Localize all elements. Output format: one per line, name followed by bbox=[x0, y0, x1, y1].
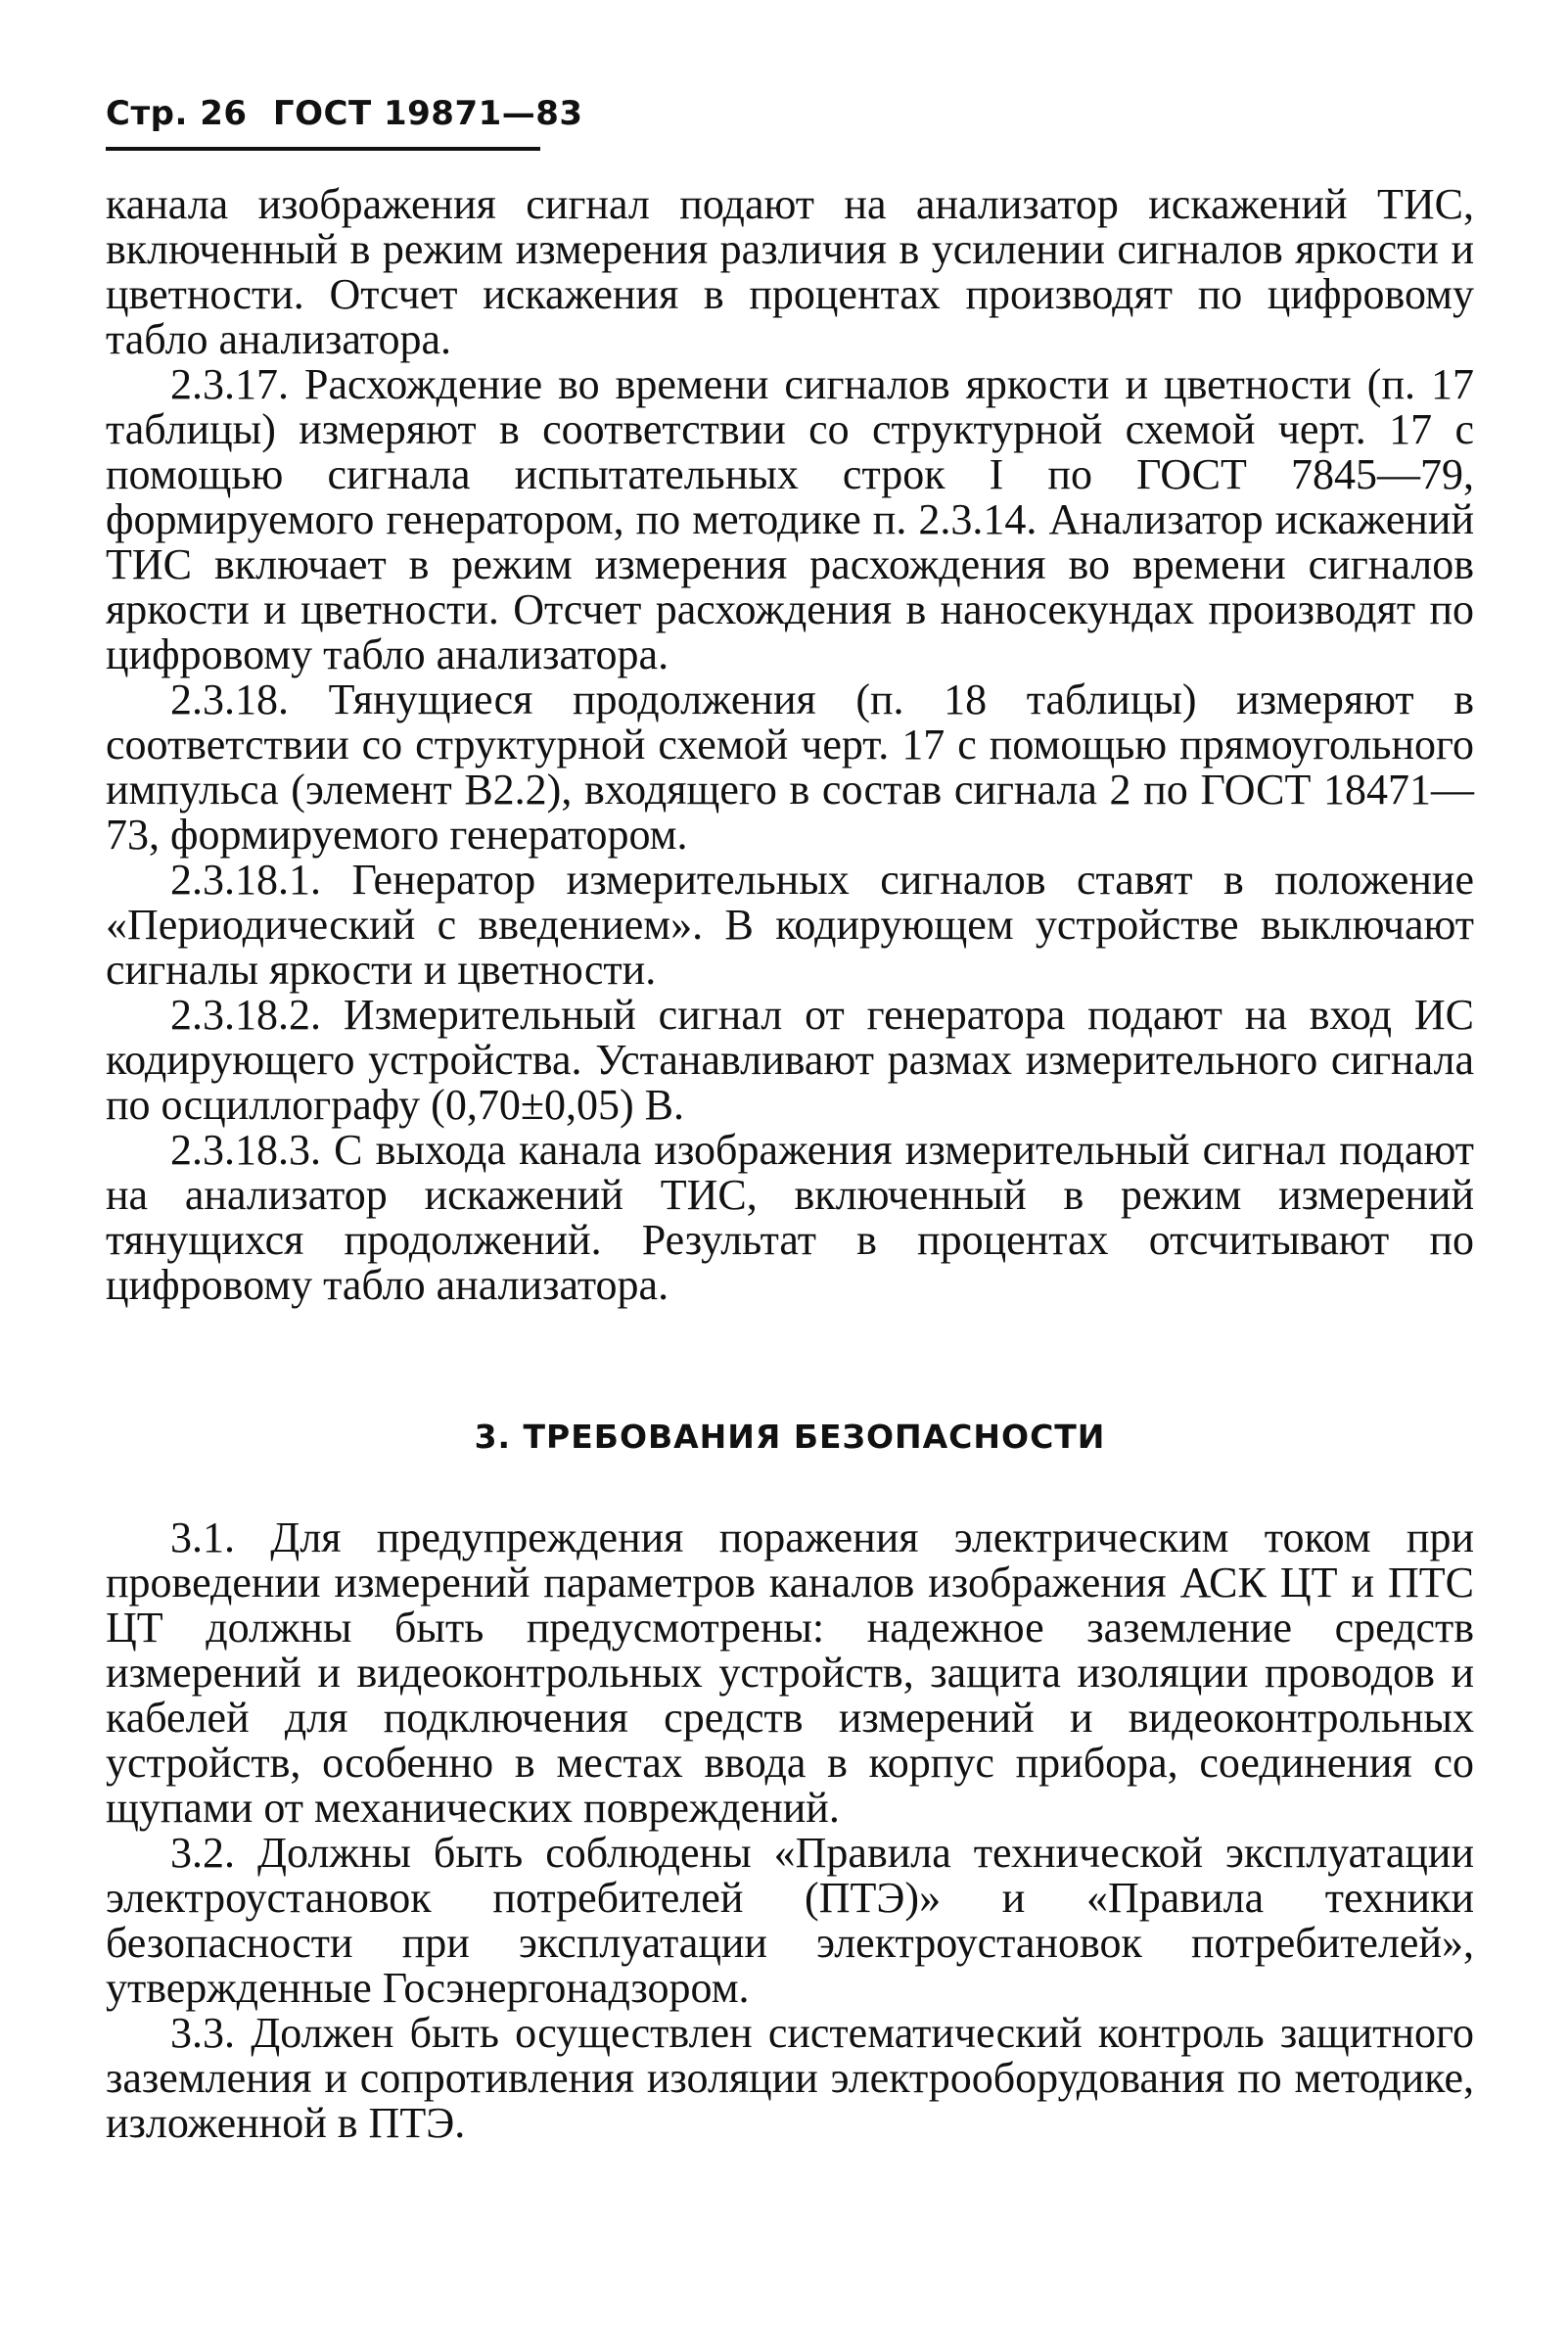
document-code: ГОСТ 19871—83 bbox=[272, 94, 583, 133]
paragraph-3-2: 3.2. Должны быть соблюдены «Правила технической эксплуатации электроустановок потребителей (ПТЭ)» и «Правила техники безопасности при эксплуатации электроустановок потребителей», утвержденные Госэнергонадзором. bbox=[106, 1829, 1474, 2012]
paragraph-3-1: 3.1. Для предупреждения поражения электрическим током при проведении измерений параметров каналов изображения АСК ЦТ и ПТС ЦТ должны быть предусмотрены: надежное заземление средств измерений и видеоконтрольных устройств, защита изоляции проводов и кабелей для подключения средств измерений и видеоконтрольных устройств, особенно в местах ввода в корпус прибора, соединения со щупами от механических повреждений. bbox=[106, 1513, 1474, 1832]
paragraph-2-3-17: 2.3.17. Расхождение во времени сигналов яркости и цветности (п. 17 таблицы) измеряют в соответствии со структурной схемой черт. 17 с помощью сигнала испытательных строк I по ГОСТ 7845—79, формируемого генератором, по методике п. 2.3.14. Анализатор искажений ТИС включает в режим измерения расхождения во времени сигналов яркости и цветности. Отсчет расхождения в наносекундах производят по цифровому табло анализатора. bbox=[106, 360, 1474, 678]
page-number: Стр. 26 bbox=[106, 94, 248, 133]
header-rule bbox=[106, 147, 540, 151]
paragraph-2-3-18: 2.3.18. Тянущиеся продолжения (п. 18 таблицы) измеряют в соответствии со структурной схемой черт. 17 с помощью прямоугольного импульса (элемент В2.2), входящего в состав сигнала 2 по ГОСТ 18471—73, формируемого генератором. bbox=[106, 675, 1474, 859]
section-2-continuation bbox=[106, 182, 1474, 1308]
page-header bbox=[106, 94, 583, 133]
paragraph-3-3: 3.3. Должен быть осуществлен систематический контроль защитного заземления и сопротивления изоляции электрооборудования по методике, изложенной в ПТЭ. bbox=[106, 2009, 1474, 2147]
section-3-body bbox=[106, 1515, 1474, 2146]
paragraph-2-3-18-2: 2.3.18.2. Измерительный сигнал от генератора подают на вход ИС кодирующего устройства. Устанавливают размах измерительного сигнала по осциллографу (0,70±0,05) В. bbox=[106, 991, 1474, 1129]
section-heading-safety: 3. ТРЕБОВАНИЯ БЕЗОПАСНОСТИ bbox=[474, 1418, 1106, 1456]
paragraph-2-3-18-1: 2.3.18.1. Генератор измерительных сигналов ставят в положение «Периодический с введением». В кодирующем устройстве выключают сигналы яркости и цветности. bbox=[106, 856, 1474, 994]
paragraph-2-3-18-3: 2.3.18.3. С выхода канала изображения измерительный сигнал подают на анализатор искажений ТИС, включенный в режим измерений тянущихся продолжений. Результат в процентах отсчитывают по цифровому табло анализатора. bbox=[106, 1126, 1474, 1309]
paragraph-continuation: канала изображения сигнал подают на анализатор искажений ТИС, включенный в режим измерения различия в усилении сигналов яркости и цветности. Отсчет искажения в процентах производят по цифровому табло анализатора. bbox=[106, 180, 1474, 363]
